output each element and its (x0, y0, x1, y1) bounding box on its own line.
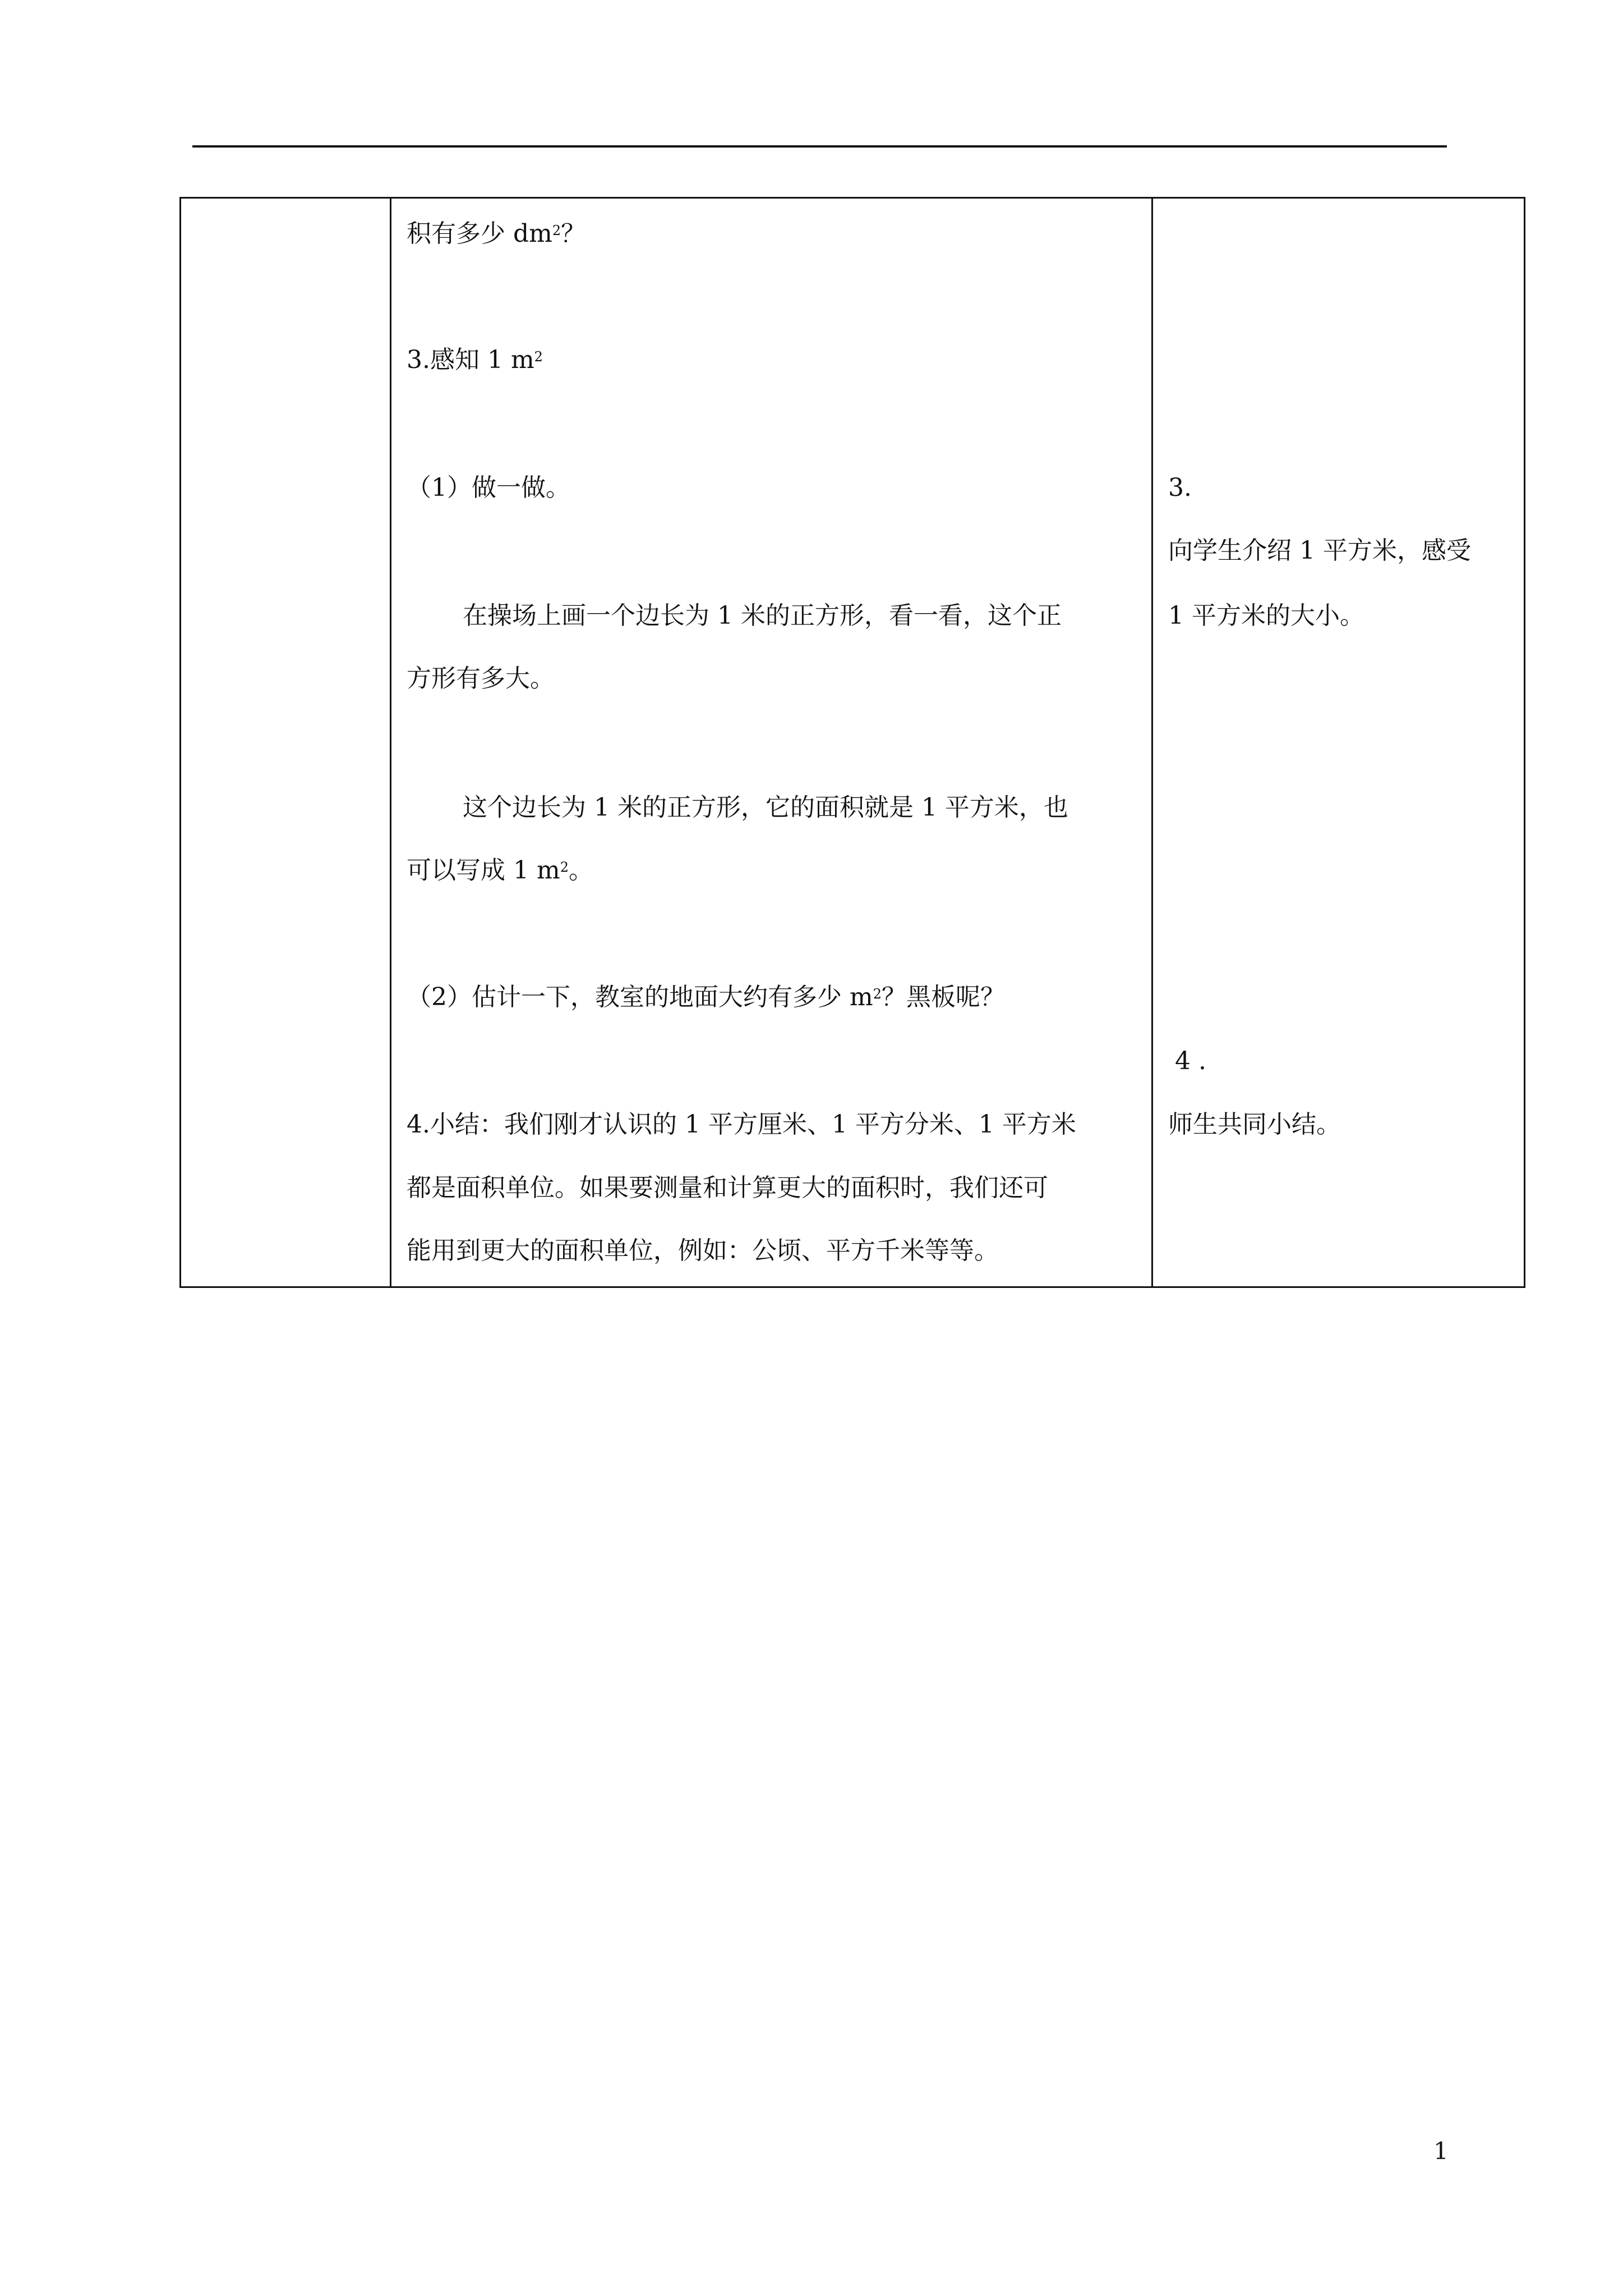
item-1: （1）做一做。 (407, 473, 570, 502)
summary-line-3: 能用到更大的面积单位，例如：公顷、平方千米等等。 (407, 1236, 999, 1265)
note-3-line-2: 1 平方米的大小。 (1168, 601, 1364, 630)
summary-line-2: 都是面积单位。如果要测量和计算更大的面积时，我们还可 (407, 1174, 1048, 1202)
note-3-number: 3. (1168, 473, 1192, 502)
paragraph-1-line-1: 在操场上画一个边长为 1 米的正方形，看一看，这个正 (463, 601, 1062, 630)
note-4-number: 4 . (1175, 1047, 1206, 1075)
paragraph-2-line-2: 可以写成 1 $m^2$。 (407, 856, 593, 885)
table-column-divider-1 (390, 197, 391, 1288)
page-number: 1 (1433, 2137, 1449, 2165)
heading-3: 3.感知 1 $m^2$ (407, 346, 543, 374)
note-3-line-1: 向学生介绍 1 平方米，感受 (1168, 536, 1471, 565)
note-4-line-1: 师生共同小结。 (1168, 1110, 1341, 1139)
paragraph-1-line-2: 方形有多大。 (407, 664, 555, 693)
paragraph-2-line-1: 这个边长为 1 米的正方形，它的面积就是 1 平方米，也 (463, 793, 1068, 822)
header-rule (192, 145, 1447, 148)
middle-line-1: 积有多少 $dm^2$？ (407, 219, 586, 248)
summary-line-1: 4.小结：我们刚才认识的 1 平方厘米、1 平方分米、1 平方米 (407, 1110, 1076, 1139)
item-2: （2）估计一下，教室的地面大约有多少 $m^2$？黑板呢？ (407, 983, 1005, 1011)
table-column-divider-2 (1151, 197, 1153, 1288)
